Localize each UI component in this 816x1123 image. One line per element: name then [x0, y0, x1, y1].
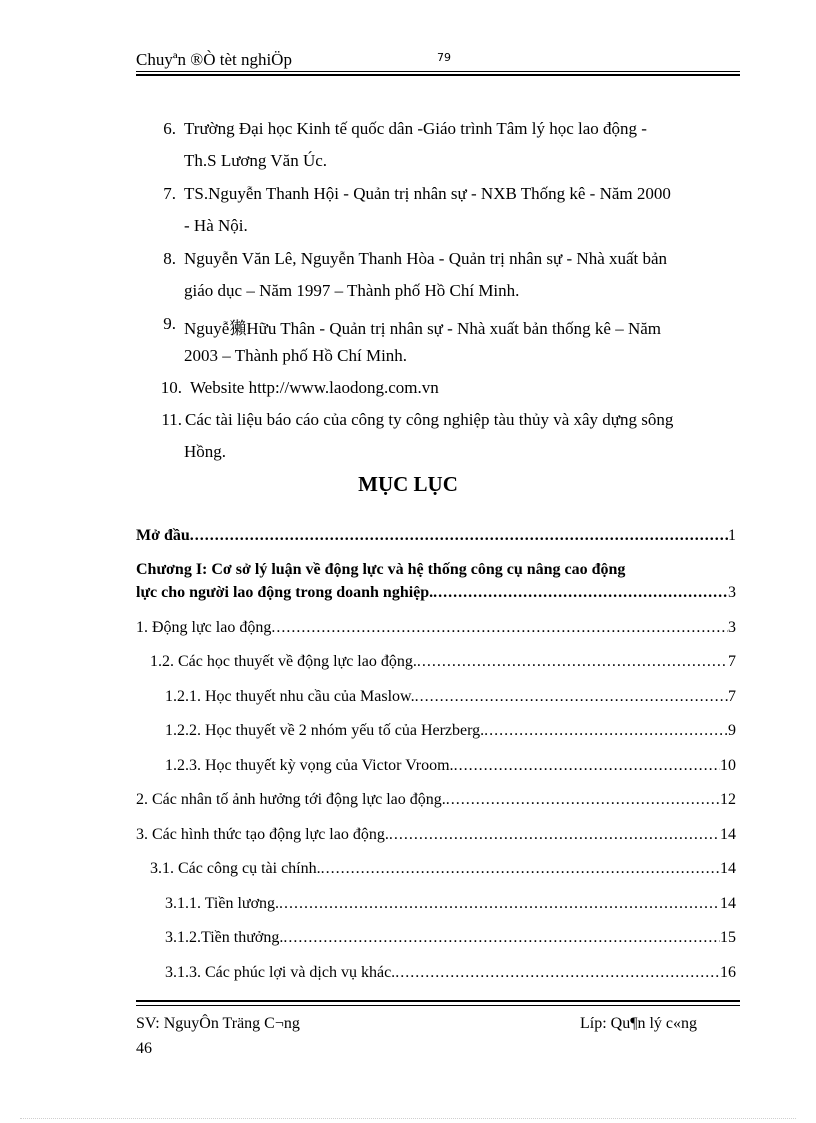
page-edge-divider — [20, 1118, 796, 1119]
toc-entry-text: 3.1.2.Tiền thưởng. — [165, 929, 284, 946]
header-title: Chuyªn ®Ò tèt nghiÖp — [136, 50, 292, 69]
toc-entry[interactable] — [165, 895, 736, 913]
toc-entry-text: 2. Các nhân tố ảnh hưởng tới động lực lao động. — [136, 791, 446, 808]
toc-entry-text: 3.1.3. Các phúc lợi và dịch vụ khác. — [165, 964, 396, 981]
toc-entry-text: 1.2.3. Học thuyết kỳ vọng của Victor Vroom. — [165, 757, 454, 774]
toc-entry-text: 1. Động lực lao động — [136, 619, 272, 636]
footer-number: 46 — [136, 1040, 152, 1057]
toc-entry-text: 3. Các hình thức tạo động lực lao động. — [136, 826, 389, 843]
toc-entry-page: 7 — [728, 653, 736, 670]
toc-entry-page: 3 — [728, 619, 736, 636]
ref-line: Nguyễn Văn Lê, Nguyễn Thanh Hòa - Quản trị nhân sự - Nhà xuất bản — [184, 249, 668, 268]
toc-entry-page: 1 — [728, 527, 736, 544]
footer-student: SV: NguyÔn Träng C¬ng — [136, 1015, 300, 1032]
footer-rule-top — [136, 1000, 740, 1002]
toc-entry-page: 14 — [720, 826, 736, 843]
toc-entry-page: 16 — [720, 964, 736, 981]
ref-number: 7. — [163, 184, 176, 203]
ref-line: Th.S Lương Văn Úc. — [184, 151, 328, 170]
header-rule-top — [136, 71, 740, 72]
toc-entry-page: 3 — [728, 584, 736, 601]
toc-entry[interactable] — [136, 619, 736, 637]
toc-title: MỤC LỤC — [358, 472, 458, 496]
toc-entry[interactable] — [150, 860, 736, 878]
ref-line: Hồng. — [184, 442, 227, 461]
toc-entry-text[interactable]: Chương I: Cơ sở lý luận về động lực và hệ thống công cụ nâng cao động — [136, 561, 626, 578]
toc-entry-page: 15 — [720, 929, 736, 946]
header-rule-bottom — [136, 74, 740, 76]
ref-number: 10. — [160, 378, 182, 397]
toc-entry-page: 14 — [720, 895, 736, 912]
ref-line: Website http://www.laodong.com.vn — [190, 378, 439, 397]
ref-number: 8. — [163, 249, 176, 268]
toc-entry[interactable] — [136, 584, 736, 602]
ref-number: 11. — [161, 410, 182, 429]
ref-line: Các tài liệu báo cáo của công ty công nghiệp tàu thủy và xây dựng sông — [185, 410, 674, 429]
header-page-number: 79 — [437, 51, 451, 64]
toc-entry-page: 9 — [728, 722, 736, 739]
toc-entry[interactable] — [165, 964, 736, 982]
toc-entry[interactable] — [165, 757, 736, 775]
toc-entry[interactable] — [165, 688, 736, 706]
toc-entry-page: 10 — [720, 757, 736, 774]
footer-rule-bottom — [136, 1005, 740, 1006]
ref-line: - Hà Nội. — [184, 216, 248, 235]
toc-entry[interactable] — [136, 791, 736, 809]
toc-entry-text: 1.2. Các học thuyết về động lực lao động. — [150, 653, 417, 670]
footer-class: Líp: Qu¶n lý c«ng — [580, 1015, 698, 1032]
toc-entry[interactable] — [150, 653, 736, 671]
toc-entry[interactable] — [165, 722, 736, 740]
ref-line: TS.Nguyễn Thanh Hội - Quản trị nhân sự - NXB Thống kê - Năm 2000 — [184, 184, 671, 203]
toc-entry-text: 1.2.1. Học thuyết nhu cầu của Maslow. — [165, 688, 415, 705]
toc-entry-page: 12 — [720, 791, 736, 808]
toc-entry-text: Mở đầu — [136, 527, 190, 544]
ref-line: giáo dục – Năm 1997 – Thành phố Hồ Chí Minh. — [184, 281, 520, 300]
toc-entry[interactable] — [136, 527, 736, 545]
toc-entry[interactable] — [136, 826, 736, 844]
ref-line: Trường Đại học Kinh tế quốc dân -Giáo trình Tâm lý học lao động - — [184, 119, 647, 138]
toc-entry-text: 3.1. Các công cụ tài chính. — [150, 860, 321, 877]
ref-number: 9. — [163, 314, 176, 333]
toc-entry-text: 3.1.1. Tiền lương. — [165, 895, 280, 912]
ref-line: 2003 – Thành phố Hồ Chí Minh. — [184, 346, 408, 365]
ref-number: 6. — [163, 119, 176, 138]
toc-entry-text: lực cho người lao động trong doanh nghiệp. — [136, 584, 434, 601]
toc-entry-text: 1.2.2. Học thuyết về 2 nhóm yếu tố của Herzberg. — [165, 722, 485, 739]
toc-entry-page: 14 — [720, 860, 736, 877]
ref-line: Nguyễ獺Hữu Thân - Quản trị nhân sự - Nhà xuất bản thống kê – Năm — [184, 319, 662, 338]
toc-entry[interactable] — [165, 929, 736, 947]
toc-entry-page: 7 — [728, 688, 736, 705]
